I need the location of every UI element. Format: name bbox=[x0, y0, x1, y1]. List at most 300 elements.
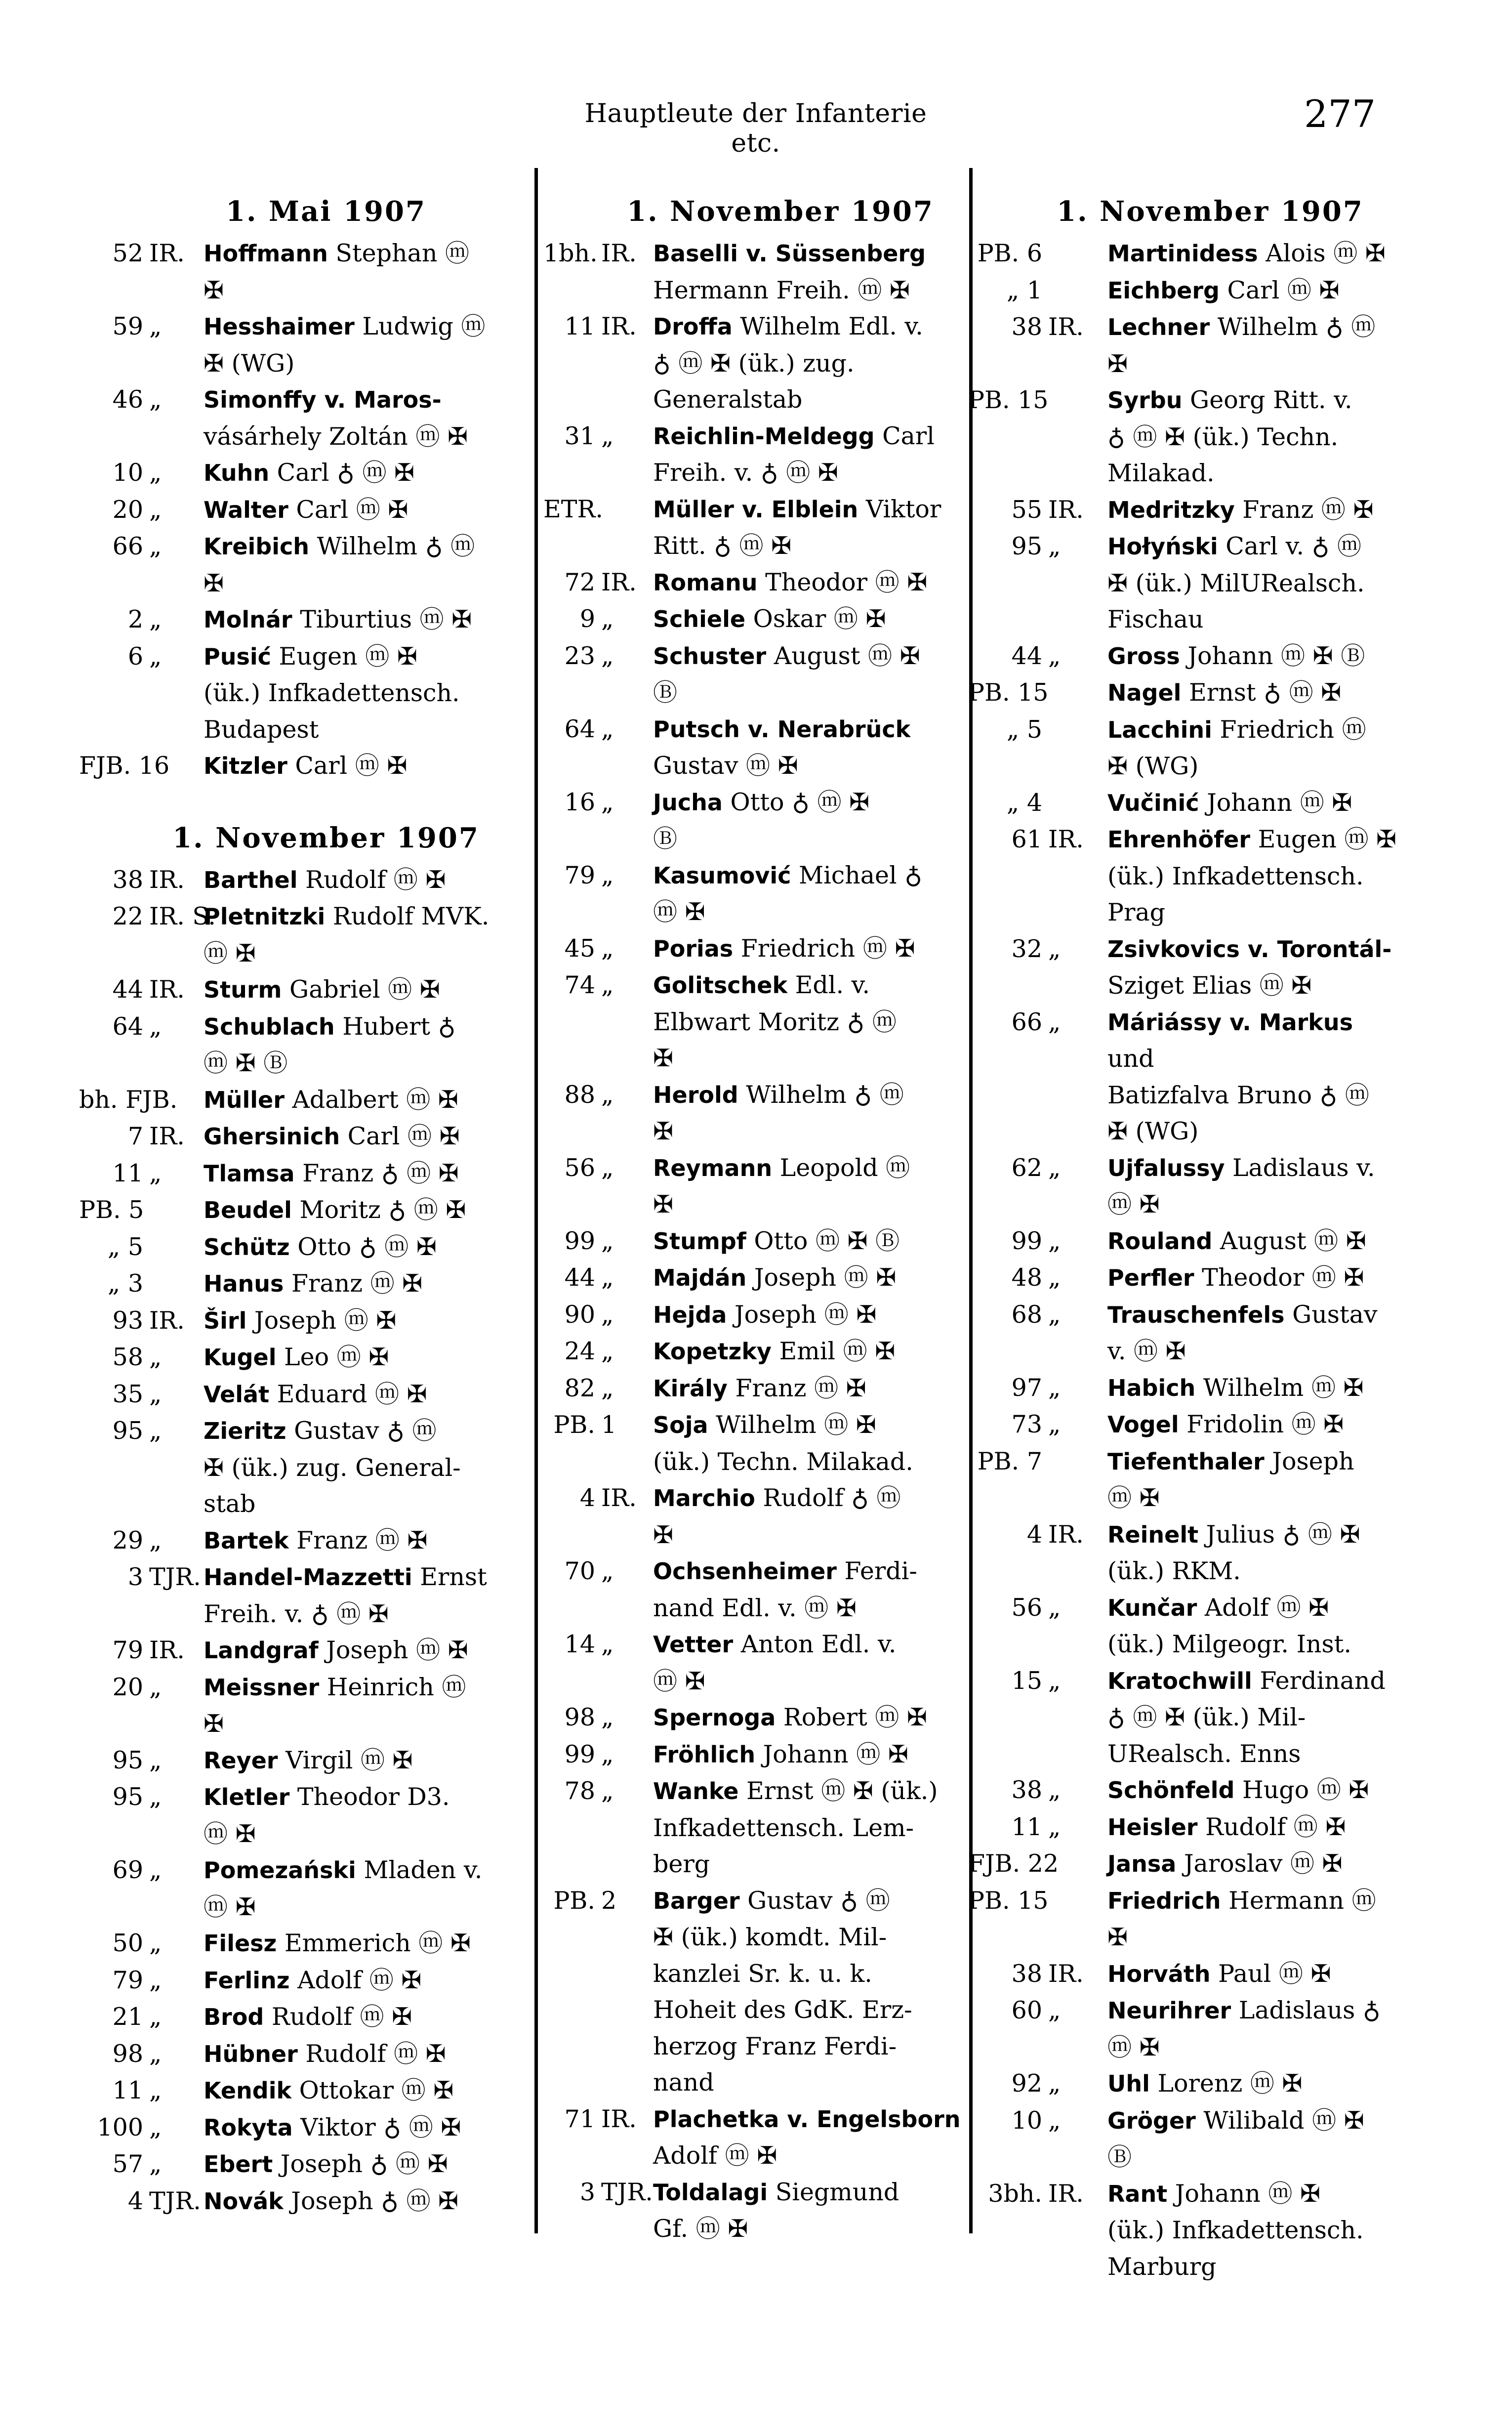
entry-number: 99 bbox=[564, 1740, 595, 1768]
entry-continuation: ♁ ⓜ ✠ (ük.) zug. bbox=[653, 349, 855, 378]
entry-unit bbox=[149, 1082, 204, 1119]
entry-unit: „ bbox=[149, 605, 162, 633]
entry-surname: Reichlin-Meldegg bbox=[653, 422, 875, 450]
entry-name-block bbox=[204, 492, 524, 529]
entry-details: Wilhelm ⓜ ✠ bbox=[1195, 1373, 1364, 1402]
entry-surname: Martinidess bbox=[1107, 240, 1258, 267]
officer-entry bbox=[968, 528, 1403, 638]
entry-continuation: Budapest bbox=[204, 715, 319, 744]
page-number: 277 bbox=[1304, 92, 1376, 136]
officer-entry bbox=[968, 638, 1403, 675]
entry-surname: Soja bbox=[653, 1412, 708, 1438]
entry-details: Alois ⓜ ✠ bbox=[1258, 239, 1386, 267]
entry-name-block bbox=[204, 638, 524, 748]
entry-number: 93 bbox=[112, 1306, 143, 1335]
entry-surname: Barthel bbox=[204, 866, 298, 893]
officer-entry bbox=[968, 1809, 1403, 1846]
entry-number: 15 bbox=[1011, 1666, 1042, 1695]
entry-details: Ottokar ⓜ ✠ bbox=[291, 2076, 454, 2104]
entry-surname: Habich bbox=[1107, 1374, 1196, 1401]
entry-unit bbox=[149, 1192, 204, 1229]
officer-entry bbox=[79, 1118, 524, 1155]
entry-first-line bbox=[653, 1736, 968, 1773]
entry-unit: IR. bbox=[1048, 825, 1084, 853]
entry-first-line bbox=[653, 930, 968, 967]
entry-surname: Vetter bbox=[653, 1631, 734, 1658]
entry-details: Robert ⓜ ✠ bbox=[776, 1703, 927, 1731]
entry-name-block bbox=[653, 638, 968, 711]
entry-details: Moritz ♁ ⓜ ✠ bbox=[291, 1196, 466, 1224]
officer-entry bbox=[968, 1406, 1403, 1443]
entry-first-line bbox=[1107, 1772, 1403, 1809]
entry-number: 11 bbox=[1011, 1812, 1042, 1841]
entry-surname: Pusić bbox=[204, 643, 271, 670]
entry-number: 61 bbox=[1011, 825, 1042, 853]
entry-unit: „ bbox=[601, 788, 614, 816]
entry-unit: „ bbox=[601, 1703, 614, 1731]
entry-surname: Kreibich bbox=[204, 533, 310, 560]
entry-unit: IR. bbox=[1048, 495, 1084, 524]
entry-continuation: ⓜ ✠ bbox=[1107, 1190, 1160, 1218]
entry-number: 56 bbox=[564, 1153, 595, 1182]
entry-surname: Širl bbox=[204, 1307, 247, 1334]
entry-unit: TJR. bbox=[149, 2186, 201, 2215]
entry-surname: Toldalagi bbox=[653, 2179, 768, 2206]
entry-continuation: ♁ ⓜ ✠ (ük.) Techn. bbox=[1107, 422, 1339, 451]
entry-number: 68 bbox=[1011, 1300, 1042, 1329]
entry-details: Ernst ♁ ⓜ ✠ bbox=[1181, 678, 1342, 707]
entry-continuation: (ük.) Infkadettensch. bbox=[1107, 862, 1364, 890]
entry-unit: „ bbox=[1048, 934, 1061, 963]
officer-entry bbox=[543, 564, 968, 601]
entry-unit: „ bbox=[149, 1783, 162, 1811]
entry-details: Wilhelm Edl. v. bbox=[732, 312, 923, 340]
entry-first-line bbox=[204, 235, 524, 272]
entry-first-line bbox=[1107, 272, 1403, 309]
entry-first-line bbox=[204, 1192, 524, 1229]
entry-details: Joseph ♁ ⓜ ✠ bbox=[283, 2186, 459, 2215]
entry-number: 58 bbox=[112, 1343, 143, 1371]
entry-name-block bbox=[1107, 785, 1403, 822]
entry-name-block bbox=[653, 1883, 968, 2101]
entry-name-block bbox=[653, 564, 968, 601]
entry-surname: Uhl bbox=[1107, 2070, 1150, 2097]
entry-continuation: Sziget Elias ⓜ ✠ bbox=[1107, 971, 1312, 1000]
officer-entry bbox=[968, 1846, 1403, 1883]
officer-entry bbox=[79, 1852, 524, 1925]
officer-entry bbox=[968, 1883, 1403, 1956]
entry-surname: Landgraf bbox=[204, 1637, 319, 1664]
officer-entry bbox=[79, 1155, 524, 1192]
officer-entry bbox=[543, 2174, 968, 2247]
entry-continuation: ✠ (ük.) zug. General- bbox=[204, 1453, 461, 1482]
entry-first-line bbox=[653, 1553, 968, 1590]
entry-continuation: ⓜ ✠ bbox=[204, 1819, 256, 1848]
entry-first-line bbox=[653, 2101, 968, 2138]
officer-entry bbox=[79, 1742, 524, 1779]
entry-details: Joseph ♁ ⓜ ✠ bbox=[273, 2150, 448, 2178]
entry-name-block bbox=[1107, 1223, 1403, 1260]
entry-unit: „ bbox=[1048, 2106, 1061, 2135]
section-heading: 1. November 1907 bbox=[1057, 195, 1364, 228]
entry-name-block bbox=[653, 784, 968, 857]
entry-number: 95 bbox=[112, 1783, 143, 1811]
entry-first-line bbox=[653, 1297, 968, 1334]
entry-surname: Droffa bbox=[653, 313, 733, 340]
entry-details: Tiburtius ⓜ ✠ bbox=[292, 605, 472, 633]
entry-surname: Simonffy v. Maros- bbox=[204, 386, 442, 413]
entry-number: 7 bbox=[127, 1122, 143, 1150]
entry-continuation: ✠ bbox=[653, 1117, 674, 1145]
entry-first-line bbox=[653, 1077, 968, 1114]
entry-continuation: ⓜ ✠ bbox=[204, 939, 256, 967]
entry-name-block bbox=[653, 1626, 968, 1699]
entry-number: „ 3 bbox=[107, 1269, 143, 1298]
entry-number: 3 bbox=[127, 1563, 143, 1591]
entry-continuation: ✠ bbox=[204, 569, 224, 597]
entry-continuation: Milakad. bbox=[1107, 459, 1215, 487]
entry-unit: „ bbox=[601, 1300, 614, 1329]
entry-continuation: ✠ bbox=[204, 276, 224, 304]
entry-details: Stephan ⓜ bbox=[327, 239, 469, 267]
entry-first-line bbox=[204, 1155, 524, 1192]
entry-surname: Kletler bbox=[204, 1784, 290, 1810]
entry-continuation: herzog Franz Ferdi- bbox=[653, 2032, 897, 2060]
officer-entry bbox=[79, 455, 524, 492]
entry-first-line bbox=[204, 1302, 524, 1340]
entry-first-line bbox=[1107, 821, 1403, 858]
officer-entry bbox=[543, 1736, 968, 1773]
entry-name-block bbox=[653, 1699, 968, 1736]
entry-details: Ladislaus ♁ bbox=[1231, 1996, 1381, 2024]
entry-surname: Bartek bbox=[204, 1527, 289, 1554]
officer-entry bbox=[79, 1413, 524, 1522]
entry-first-line bbox=[1107, 1590, 1403, 1627]
entry-details: Carl v. ♁ ⓜ bbox=[1218, 532, 1362, 560]
entry-surname: Novák bbox=[204, 2187, 284, 2215]
entry-surname: Zieritz bbox=[204, 1418, 286, 1444]
entry-surname: Hanus bbox=[204, 1270, 284, 1297]
entry-continuation: Hermann Freih. ⓜ ✠ bbox=[653, 276, 910, 304]
officer-entry bbox=[79, 528, 524, 601]
entry-continuation: kanzlei Sr. k. u. k. bbox=[653, 1959, 872, 1988]
entry-number: PB. 15 bbox=[968, 386, 1049, 414]
entry-name-block bbox=[204, 1962, 524, 1999]
entry-first-line bbox=[204, 1339, 524, 1376]
entry-unit: „ bbox=[149, 1380, 162, 1408]
entry-first-line bbox=[204, 381, 524, 419]
entry-number: PB. 5 bbox=[79, 1196, 144, 1224]
entry-unit: IR. S. bbox=[149, 902, 216, 930]
entry-first-line bbox=[204, 1669, 524, 1706]
entry-surname: Pletnitzki bbox=[204, 903, 326, 930]
officer-entry bbox=[543, 711, 968, 784]
entry-surname: Kendik bbox=[204, 2077, 292, 2104]
officer-entry bbox=[968, 821, 1403, 931]
entry-name-block bbox=[204, 2146, 524, 2183]
entry-details: Adalbert ⓜ ✠ bbox=[284, 1085, 458, 1114]
entry-unit: „ bbox=[1048, 1226, 1061, 1255]
entry-first-line bbox=[1107, 2176, 1403, 2213]
entry-first-line bbox=[204, 1999, 524, 2036]
entry-unit: „ bbox=[149, 1746, 162, 1774]
entry-details: Leopold ⓜ bbox=[772, 1153, 910, 1182]
entry-number: PB. 7 bbox=[977, 1447, 1042, 1475]
entry-name-block bbox=[204, 2109, 524, 2146]
entry-number: bh. FJB. bbox=[79, 1085, 178, 1114]
entry-first-line bbox=[1107, 1956, 1403, 1993]
entry-details: Gustav ♁ ⓜ bbox=[739, 1886, 890, 1915]
entry-number: 60 bbox=[1011, 1996, 1042, 2024]
entry-first-line bbox=[204, 308, 524, 345]
entry-number: 4 bbox=[579, 1484, 595, 1512]
entry-first-line bbox=[204, 862, 524, 899]
entry-details: Siegmund bbox=[768, 2178, 899, 2206]
entry-name-block bbox=[1107, 674, 1403, 712]
officer-entry bbox=[79, 898, 524, 971]
entry-surname: Gröger bbox=[1107, 2107, 1196, 2134]
entry-unit: „ bbox=[149, 2150, 162, 2178]
entry-continuation: Ⓑ bbox=[1107, 2143, 1132, 2171]
entry-number: 45 bbox=[564, 934, 595, 963]
entry-unit: „ bbox=[601, 1374, 614, 1402]
entry-continuation: Generalstab bbox=[653, 385, 803, 414]
entry-number: 57 bbox=[112, 2150, 143, 2178]
entry-unit bbox=[1048, 1443, 1107, 1516]
entry-number: 6 bbox=[127, 642, 143, 671]
entry-number: 11 bbox=[564, 312, 595, 340]
entry-first-line bbox=[204, 1229, 524, 1266]
entry-name-block bbox=[1107, 1370, 1403, 1407]
entry-number: 14 bbox=[564, 1630, 595, 1658]
entry-continuation: Fischau bbox=[1107, 605, 1204, 633]
entry-first-line bbox=[1107, 528, 1403, 565]
entry-details: Franz ⓜ ✠ bbox=[727, 1374, 866, 1402]
column-right bbox=[968, 188, 1403, 2285]
entry-number: 82 bbox=[564, 1374, 595, 1402]
entry-details: Wilibald ⓜ ✠ bbox=[1195, 2106, 1364, 2135]
entry-surname: Horváth bbox=[1107, 1960, 1211, 1987]
entry-name-block bbox=[1107, 1297, 1403, 1370]
officer-entry bbox=[79, 1376, 524, 1413]
officer-entry bbox=[543, 967, 968, 1077]
entry-unit: IR. bbox=[149, 865, 185, 894]
entry-surname: Tiefenthaler bbox=[1107, 1448, 1265, 1475]
officer-entry bbox=[543, 1370, 968, 1407]
entry-name-block bbox=[204, 898, 524, 971]
entry-name-block bbox=[204, 235, 524, 308]
entry-surname: Meissner bbox=[204, 1674, 320, 1701]
entry-surname: Schönfeld bbox=[1107, 1777, 1235, 1804]
entry-number: 22 bbox=[112, 902, 143, 930]
entry-first-line bbox=[653, 308, 968, 345]
entry-unit: IR. bbox=[1048, 1520, 1084, 1549]
entry-name-block bbox=[1107, 1443, 1403, 1516]
entry-unit: „ bbox=[601, 1153, 614, 1182]
entry-unit bbox=[1048, 235, 1107, 272]
officer-entry bbox=[543, 1259, 968, 1297]
officer-entry bbox=[79, 1632, 524, 1669]
entry-first-line bbox=[1107, 1259, 1403, 1297]
entry-first-line bbox=[1107, 1992, 1403, 2029]
entry-number: 95 bbox=[112, 1417, 143, 1445]
officer-entry bbox=[79, 308, 524, 381]
entry-details: Wilhelm ♁ ⓜ bbox=[738, 1080, 904, 1109]
entry-first-line bbox=[1107, 1297, 1403, 1334]
entry-details: August ⓜ ✠ bbox=[766, 641, 920, 670]
entry-details: Georg Ritt. v. bbox=[1182, 386, 1352, 414]
entry-unit: „ bbox=[1048, 1996, 1061, 2024]
officer-entry bbox=[543, 1150, 968, 1223]
entry-unit: „ bbox=[601, 1740, 614, 1768]
entry-surname: Schuster bbox=[653, 642, 767, 670]
entry-number: 95 bbox=[112, 1746, 143, 1774]
entry-continuation: nand bbox=[653, 2068, 714, 2097]
officer-entry bbox=[543, 1626, 968, 1699]
entry-unit: „ bbox=[1048, 1812, 1061, 1841]
entry-name-block bbox=[653, 235, 968, 308]
entry-surname: Kitzler bbox=[204, 753, 287, 779]
entry-first-line bbox=[204, 971, 524, 1008]
officer-entry bbox=[968, 1370, 1403, 1407]
entry-details: Ernst ⓜ ✠ (ük.) bbox=[738, 1777, 938, 1805]
entry-details: Joseph ⓜ ✠ bbox=[727, 1300, 877, 1329]
entry-first-line bbox=[204, 2146, 524, 2183]
entry-unit: „ bbox=[601, 1777, 614, 1805]
entry-name-block bbox=[653, 1150, 968, 1223]
entry-first-line bbox=[653, 967, 968, 1004]
entry-first-line bbox=[653, 784, 968, 821]
entry-first-line bbox=[1107, 2065, 1403, 2102]
officer-entry bbox=[543, 1297, 968, 1334]
entry-first-line bbox=[1107, 1846, 1403, 1883]
entry-surname: Ferlinz bbox=[204, 1967, 290, 1994]
entry-name-block bbox=[1107, 1809, 1403, 1846]
officer-entry bbox=[543, 1699, 968, 1736]
section-heading: 1. Mai 1907 bbox=[226, 195, 426, 228]
entry-continuation: Prag bbox=[1107, 898, 1165, 926]
entry-first-line bbox=[1107, 1516, 1403, 1553]
entry-unit: „ bbox=[1048, 1410, 1061, 1438]
entry-first-line bbox=[653, 491, 968, 528]
officer-entry bbox=[543, 601, 968, 638]
entry-details: Theodor ⓜ ✠ bbox=[1194, 1263, 1364, 1292]
entry-continuation: ✠ bbox=[1107, 349, 1128, 378]
entry-surname: Kratochwill bbox=[1107, 1667, 1252, 1694]
entry-continuation: (ük.) RKM. bbox=[1107, 1557, 1241, 1585]
entry-name-block bbox=[653, 1297, 968, 1334]
entry-details: Mladen v. bbox=[356, 1856, 483, 1884]
entry-surname: Marchio bbox=[653, 1485, 755, 1511]
entry-details: Carl ♁ ⓜ ✠ bbox=[269, 459, 415, 487]
entry-number: 99 bbox=[1011, 1226, 1042, 1255]
entry-continuation: ✠ bbox=[204, 1710, 224, 1738]
entry-number: 29 bbox=[112, 1526, 143, 1554]
entry-first-line bbox=[653, 1626, 968, 1663]
entry-first-line bbox=[204, 1742, 524, 1779]
entry-continuation: v. ⓜ ✠ bbox=[1107, 1337, 1186, 1365]
officer-entry bbox=[968, 1443, 1403, 1516]
entry-name-block bbox=[653, 1736, 968, 1773]
entry-first-line bbox=[204, 748, 524, 785]
officer-entry bbox=[79, 1522, 524, 1559]
column-divider-left bbox=[534, 168, 538, 2233]
entry-number: 98 bbox=[564, 1703, 595, 1731]
entry-unit bbox=[601, 491, 653, 564]
entry-surname: Hejda bbox=[653, 1301, 727, 1328]
entry-unit: IR. bbox=[1048, 1959, 1084, 1988]
entry-number: 52 bbox=[112, 239, 143, 267]
entry-unit: „ bbox=[149, 385, 162, 414]
entry-first-line bbox=[1107, 2102, 1403, 2140]
officer-entry bbox=[79, 2036, 524, 2073]
entry-unit: „ bbox=[149, 532, 162, 560]
entry-unit: IR. bbox=[601, 312, 637, 340]
entry-number: 23 bbox=[564, 641, 595, 670]
entry-details: und bbox=[1107, 1045, 1154, 1073]
entry-unit: IR. bbox=[149, 975, 185, 1004]
officer-entry bbox=[968, 1223, 1403, 1260]
entry-details: Ferdinand bbox=[1252, 1666, 1386, 1695]
officer-entry bbox=[79, 1925, 524, 1962]
entry-unit: „ bbox=[149, 642, 162, 671]
entry-details: Ferdi- bbox=[836, 1557, 917, 1585]
entry-details: Rudolf MVK. bbox=[325, 902, 490, 930]
entry-unit: IR. bbox=[601, 568, 637, 596]
entry-continuation: Infkadettensch. Lem- bbox=[653, 1813, 914, 1842]
entry-unit: IR. bbox=[1048, 2179, 1084, 2208]
entry-name-block bbox=[653, 2174, 968, 2247]
entry-number: FJB. 22 bbox=[968, 1849, 1059, 1878]
entry-surname: Barger bbox=[653, 1887, 740, 1914]
entry-continuation: ⓜ ✠ Ⓑ bbox=[204, 1049, 288, 1077]
entry-first-line bbox=[653, 601, 968, 638]
officer-entry bbox=[543, 1223, 968, 1260]
entry-name-block bbox=[1107, 309, 1403, 382]
entry-number: 97 bbox=[1011, 1373, 1042, 1402]
entry-name-block bbox=[653, 711, 968, 784]
entry-details: Jaroslav ⓜ ✠ bbox=[1176, 1849, 1343, 1878]
entry-surname: Vogel bbox=[1107, 1411, 1179, 1438]
entry-surname: Spernoga bbox=[653, 1704, 776, 1731]
entry-first-line bbox=[204, 455, 524, 492]
entry-unit bbox=[149, 1229, 204, 1266]
entry-unit: IR. bbox=[601, 2104, 637, 2133]
entry-first-line bbox=[1107, 492, 1403, 529]
entry-name-block bbox=[653, 1480, 968, 1553]
entry-details: Joseph ⓜ ✠ bbox=[746, 1263, 897, 1292]
entry-details: Franz ⓜ ✠ bbox=[284, 1269, 423, 1298]
entry-details: Ernst bbox=[412, 1563, 487, 1591]
entry-number: 88 bbox=[564, 1080, 595, 1109]
entry-first-line bbox=[653, 418, 968, 455]
entry-details: Theodor ⓜ ✠ bbox=[757, 568, 928, 596]
entry-continuation: ✠ (WG) bbox=[1107, 752, 1199, 780]
entry-surname: Syrbu bbox=[1107, 387, 1183, 414]
entry-unit: „ bbox=[1048, 1666, 1061, 1695]
entry-continuation: ✠ (WG) bbox=[204, 349, 295, 378]
entry-first-line bbox=[204, 898, 524, 935]
entry-first-line bbox=[204, 638, 524, 675]
officer-entry bbox=[968, 2065, 1403, 2102]
officer-entry bbox=[543, 930, 968, 967]
entry-first-line bbox=[204, 2072, 524, 2109]
officer-entry bbox=[79, 748, 524, 785]
entry-details: Hermann ⓜ bbox=[1221, 1886, 1376, 1915]
entry-first-line bbox=[204, 1962, 524, 1999]
entry-surname: Porias bbox=[653, 935, 734, 962]
entry-number: PB. 15 bbox=[968, 678, 1049, 707]
